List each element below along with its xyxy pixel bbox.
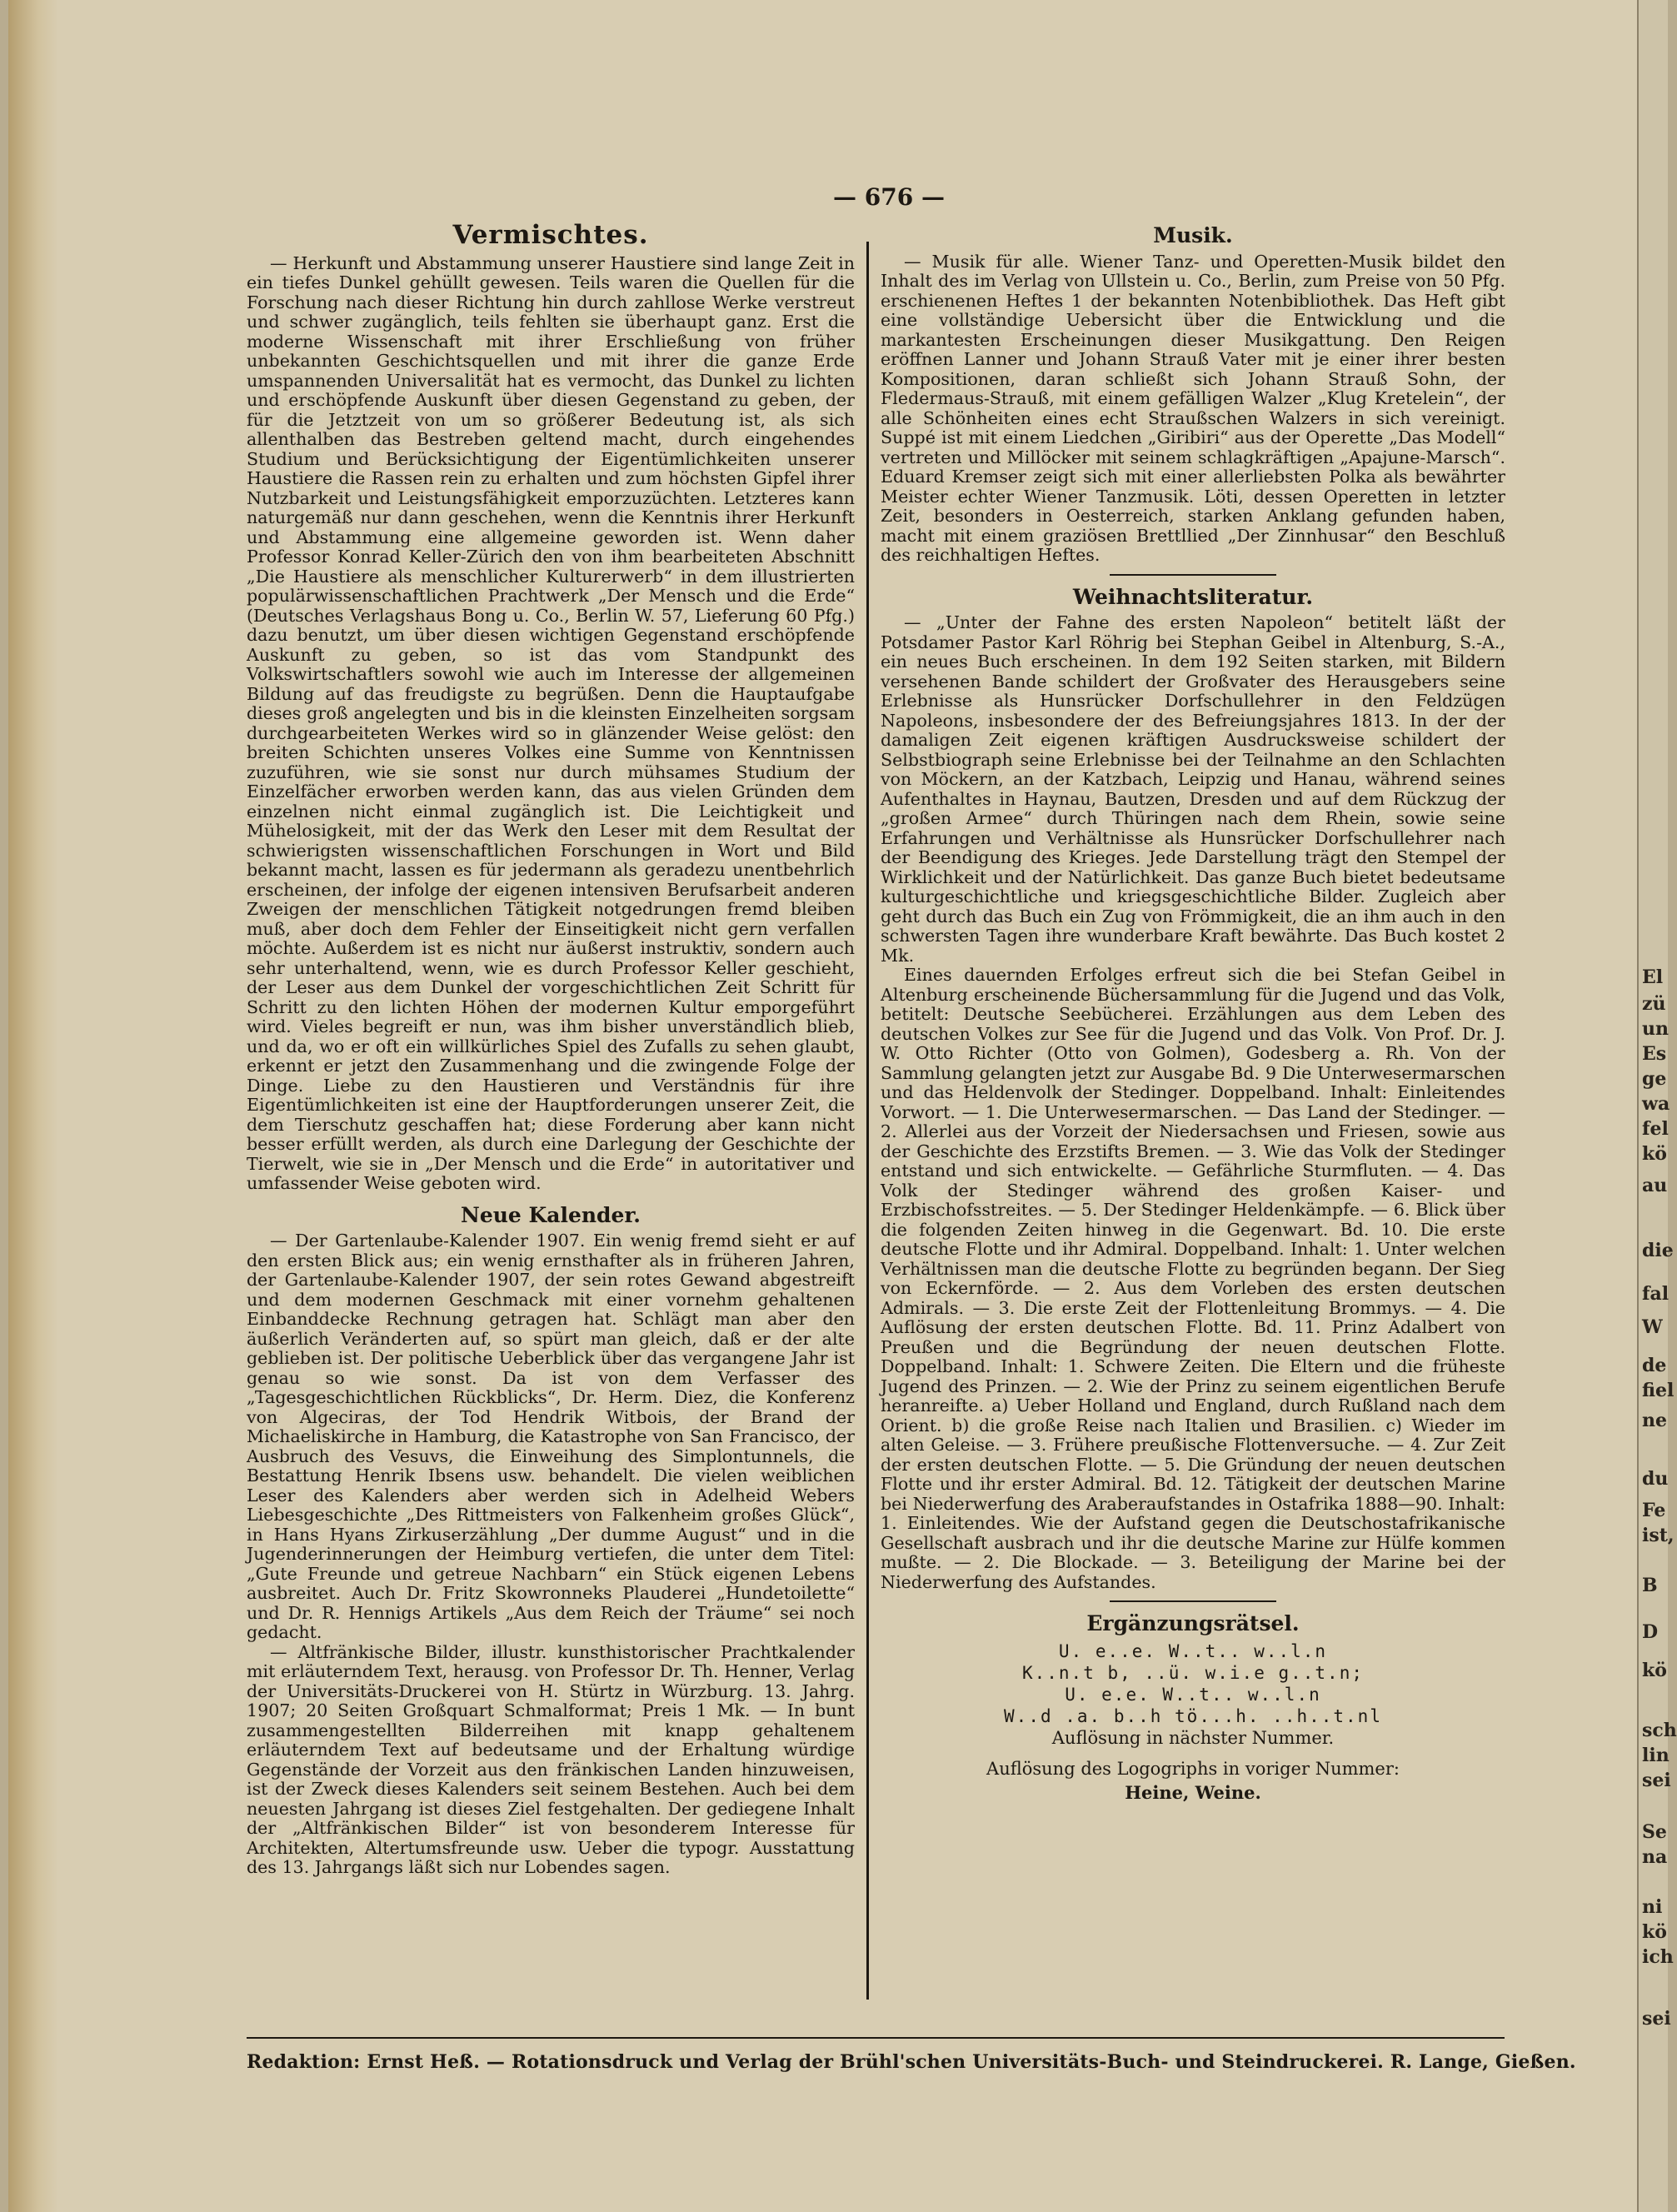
next-page-fragment: kö (1642, 1921, 1667, 1943)
next-page-fragment: ge (1642, 1068, 1667, 1090)
next-page-fragment: ich (1642, 1946, 1674, 1968)
next-page-fragment: ni (1642, 1896, 1663, 1918)
next-page-fragment: du (1642, 1468, 1669, 1490)
next-page-fragment: ist, (1642, 1525, 1675, 1546)
next-page-fragment: El (1642, 966, 1664, 988)
next-page-fragment: sch (1642, 1720, 1677, 1741)
next-page-fragment: D (1642, 1621, 1659, 1643)
next-page-fragment: kö (1642, 1143, 1667, 1165)
next-page-fragment: Es (1642, 1043, 1667, 1065)
article-gartenlaube-kalender: — Der Gartenlaube-Kalender 1907. Ein wenig fremd sieht er auf den ersten Blick aus; ein wenig ernsthafter als in früheren Jahren, der Gartenlaube-Kalender 1907, der sein rotes Gewand abgestreift und dem modernen Geschmack mit einer vornehm gehaltenen Einbanddecke Rechnung getragen hat. Schlägt man aber den äußerlich Veränderten auf, so spürt man gleich, daß er der alte geblieben ist. Der politische Ueberblick über das vergangene Jahr ist genau so wie sonst. Da ist von dem Verfasser des „Tagesgeschichtlichen Rückblicks“, Dr. Herm. Diez, die Konferenz von Algeciras, der Tod Hendrik Witbois, der Brand der Michaeliskirche in Hamburg, die Katastrophe von San Francisco, der Ausbruch des Vesuvs, die Einweihung des Simplontunnels, die Bestattung Henrik Ibsens usw. behandelt. Die vielen weiblichen Leser des Kalenders aber werden sich in Adelheid Webers Liebesgeschichte „Des Rittmeisters von Falkenheim großes Glück“, in Hans Hyans Zirkuserzählung „Der dumme August“ und in die Jugenderinnerungen der Heimburg vertiefen, die unter dem Titel: „Gute Freunde und getreue Nachbarn“ ein Stück eigenen Lebens ausbreitet. Auch Dr. Fritz Skowronneks Plauderei „Hundetoilette“ und Dr. R. Hennigs Artikels „Aus dem Reich der Träume“ sei noch gedacht. (247, 1231, 855, 1642)
separator-rule (1110, 574, 1276, 576)
next-page-fragment: na (1642, 1846, 1668, 1868)
solution-intro: Auflösung des Logogriphs in voriger Nummer: (986, 1759, 1400, 1779)
section-title-ergaenzungsraetsel: Ergänzungsrätsel. (1086, 1611, 1300, 1635)
page-number: — 676 — (833, 183, 945, 211)
article-musik-fuer-alle: — Musik für alle. Wiener Tanz- und Operetten-Musik bildet den Inhalt des im Verlag von Ullstein u. Co., Berlin, zum Preise von 50 Pfg. erschienenen Heftes 1 der bekannten Notenbibliothek. Das Heft gibt eine vollständige Uebersicht über die Entwicklung und die markantesten Erscheinungen dieser Musikgattung. Den Reigen eröffnen Lanner und Johann Strauß Vater mit je einer ihrer besten Kompositionen, daran schließt sich Johann Strauß Sohn, der Fledermaus-Strauß, mit einem gefälligen Walzer „Klug Kretelein“, der alle Schönheiten eines echt Straußschen Walzers in sich vereinigt. Suppé ist mit einem Liedchen „Giribiri“ aus der Operette „Das Modell“ vertreten und Millöcker mit seinem schlagkräftigen „Apajune-Marsch“. Eduard Kremser zeigt sich mit einer allerliebsten Polka als bewährter Meister echter Wiener Tanzmusik. Löti, dessen Operetten in letzter Zeit, besonders in Oesterreich, starken Anklang gefunden haben, macht mit einem graziösen Brettllied „Der Zinnhusar“ den Beschluß des reichhaltigen Heftes. (881, 251, 1505, 565)
next-page-fragment: un (1642, 1018, 1669, 1040)
article-unter-der-fahne: — „Unter der Fahne des ersten Napoleon“ betitelt läßt der Potsdamer Pastor Karl Röhrig bei Stephan Geibel in Altenburg, S.-A., ein neues Buch erscheinen. In dem 192 Seiten starken, mit Bildern versehenen Bande schildert der Großvater des Herausgebers seine Erlebnisse als Hunsrücker Dorfschullehrer in den Feldzügen Napoleons, insbesondere der des Befreiungsjahres 1813. In der der damaligen Zeit eigenen kräftigen Ausdrucksweise schildert der Selbstbiograph seine Erlebnisse bei der Teilnahme an den Schlachten von Möckern, an der Katzbach, Leipzig und Hanau, während seines Aufenthaltes in Haynau, Bautzen, Dresden und auf dem Rückzug der „großen Armee“ durch Thüringen nach dem Rhein, sowie seine Erfahrungen und Verhältnisse als Hunsrücker Dorfschullehrer nach der Beendigung des Krieges. Jede Darstellung trägt den Stempel der Wirklichkeit und der Natürlichkeit. Das ganze Buch bietet bedeutsame kulturgeschichtliche und kriegsgeschichtliche Bilder. Zugleich aber geht durch das Buch ein Zug von Frömmigkeit, die an ihm auch in den schwersten Tagen ihre wunderbare Kraft bewährte. Das Buch kostet 2 Mk. (881, 612, 1505, 966)
next-page-fragment: fal (1642, 1283, 1670, 1305)
next-page-fragment: Se (1642, 1821, 1667, 1843)
right-column (881, 221, 1505, 1802)
next-page-fragment: ne (1642, 1410, 1667, 1431)
next-page-fragment: lin (1642, 1745, 1670, 1766)
page-edge (8, 0, 58, 2212)
column-divider (866, 242, 869, 2000)
solution-answer: Heine, Weine. (1125, 1781, 1261, 1803)
section-title-neue-kalender: Neue Kalender. (460, 1202, 641, 1227)
puzzle-line: U. e..e. W..t.. w..l.n (1058, 1640, 1328, 1661)
separator-rule (1110, 1600, 1276, 1602)
left-column (247, 221, 855, 1878)
next-page-fragment: zü (1642, 993, 1666, 1015)
next-page-fragment: sei (1642, 1770, 1671, 1791)
next-page-edge (1637, 0, 1677, 2212)
next-page-fragment: sei (1642, 2008, 1671, 2030)
next-page-fragment: au (1642, 1175, 1668, 1196)
next-page-fragment: B (1642, 1575, 1658, 1596)
puzzle-line: W..d .a. b..h tö...h. ..h..t.nl (1004, 1705, 1382, 1726)
next-page-fragment: kö (1642, 1660, 1667, 1681)
next-page-fragment: wa (1642, 1093, 1670, 1115)
next-page-fragment: fel (1642, 1118, 1669, 1140)
next-page-fragment: die (1642, 1240, 1674, 1261)
puzzle-line: K..n.t b, ..ü. w.i.e g..t.n; (1021, 1662, 1364, 1683)
puzzle-note: Auflösung in nächster Nummer. (1051, 1727, 1335, 1748)
section-title-musik: Musik. (1153, 223, 1233, 247)
puzzle-line: U. e.e. W..t.. w..l.n (1065, 1684, 1321, 1705)
imprint-footer: Redaktion: Ernst Heß. — Rotationsdruck und Verlag der Brühl'schen Universitäts-Buch- und Steindruckerei. R. Lange, Gießen. (247, 2051, 1576, 2073)
article-deutsche-seebuecherei: Eines dauernden Erfolges erfreut sich die bei Stefan Geibel in Altenburg erscheinende Büchersammlung für die Jugend und das Volk, betitelt: Deutsche Seebücherei. Erzählungen aus dem Leben des deutschen Volkes zur See für die Jugend und das Volk. Von Prof. Dr. J. W. Otto Richter (Otto von Golmen), Godesberg a. Rh. Von der Sammlung gelangten jetzt zur Ausgabe Bd. 9 Die Unterwesermarschen und das Heldenvolk der Stedinger. Doppelband. Inhalt: Einleitendes Vorwort. — 1. Die Unterwesermarschen. — Das Land der Stedinger. — 2. Allerlei aus der Vorzeit der Niedersachsen und Friesen, sowie aus der Geschichte des Erzstifts Bremen. — 3. Wie das Volk der Stedinger entstand und sich entwickelte. — Gefährliche Sturmfluten. — 4. Das Volk der Stedinger während des großen Kaiser- und Erzbischofsstreites. — 5. Der Stedinger Heldenkämpfe. — 6. Blick über die folgenden Zeiten hinweg in die Gegenwart. Bd. 10. Die erste deutsche Flotte und ihr Admiral. Doppelband. Inhalt: 1. Unter welchen Verhältnissen man die deutsche Flotte zu begründen begann. Der Sieg von Eckernförde. — 2. Aus dem Vorleben des ersten deutschen Admirals. — 3. Die erste Zeit der Flottenleitung Brommys. — 4. Die Auflösung der ersten deutschen Flotte. Bd. 11. Prinz Adalbert von Preußen und die Begründung der neuen deutschen Flotte. Doppelband. Inhalt: 1. Schwere Zeiten. Die Eltern und die früheste Jugend des Prinzen. — 2. Wie der Prinz zu seinem eigentlichen Berufe heranreifte. a) Ueber Holland und England, durch Rußland nach dem Orient. b) die große Reise nach Italien und Brasilien. c) Wieder im alten Geleise. — 3. Frühere preußische Flottenversuche. — 4. Zur Zeit der ersten deutschen Flotte. — 5. Die Gründung der neuen deutschen Flotte und ihr erster Admiral. Bd. 12. Tätigkeit der deutschen Marine bei Niederwerfung des Araberaufstandes in Ostafrika 1888—90. Inhalt: 1. Einleitendes. Wie der Aufstand gegen die Deutschostafrikanische Gesellschaft ausbrach und ihr die deutsche Marine zur Hülfe kommen mußte. — 2. Die Blockade. — 3. Beteiligung der Marine bei der Niederwerfung des Aufstandes. (881, 965, 1505, 1592)
footer-rule (247, 2037, 1505, 2039)
section-title-weihnachtsliteratur: Weihnachtsliteratur. (1072, 584, 1314, 609)
article-altfraenkische-bilder: — Altfränkische Bilder, illustr. kunsthistorischer Prachtkalender mit erläuterndem Text, herausg. von Professor Dr. Th. Henner, Verlag der Universitäts-Druckerei von H. Stürtz in Würzburg. 13. Jahrg. 1907; 20 Seiten Großquart Schmalformat; Preis 1 Mk. — In bunt zusammengestellten Bilderreihen mit knapp gehaltenem erläuterndem Text auf bedeutsame und der Erhaltung würdige Gegenstände der Vorzeit aus den fränkischen Landen hinzuweisen, ist der Zweck dieses Kalenders seit seinem Bestehen. Auch bei dem neuesten Jahrgang ist dieses Ziel festgehalten. Der gediegene Inhalt der „Altfränkischen Bilder“ ist von besonderem Interesse für Architekten, Altertumsfreunde usw. Ueber die typogr. Ausstattung des 13. Jahrgangs läßt sich nur Lobendes sagen. (247, 1641, 855, 1877)
article-haustiere: — Herkunft und Abstammung unserer Haustiere sind lange Zeit in ein tiefes Dunkel gehüllt gewesen. Teils waren die Quellen für die Forschung nach dieser Richtung hin durch zahllose Werke verstreut und schwer zugänglich, teils fehlten sie überhaupt ganz. Erst die moderne Wissenschaft mit ihrer Erschließung von früher unbekannten Geschichtsquellen und mit ihrer die ganze Erde umspannenden Universalität hat es vermocht, das Dunkel zu lichten und erschöpfende Auskunft über diesen Gegenstand zu geben, der für die Jetztzeit von um so größerer Bedeutung ist, als sich allenthalben das Bestreben geltend macht, durch eingehendes Studium und Berücksichtigung der Eigentümlichkeiten unserer Haustiere die Rassen rein zu erhalten und zum höchsten Gipfel ihrer Nutzbarkeit und Leistungsfähigkeit emporzuzüchten. Letzteres kann naturgemäß nur dann geschehen, wenn die Kenntnis ihrer Herkunft und Abstammung eine allgemeine geworden ist. Wenn daher Professor Konrad Keller-Zürich den von ihm bearbeiteten Abschnitt „Die Haustiere als menschlicher Kulturerwerb“ in dem illustrierten populärwissenschaftlichen Prachtwerk „Der Mensch und die Erde“ (Deutsches Verlagshaus Bong u. Co., Berlin W. 57, Lieferung 60 Pfg.) dazu benutzt, um über diesen wichtigen Gegenstand erschöpfende Auskunft zu geben, so ist das vom Standpunkt des Volkswirtschaftlers sowohl wie auch im Interesse der allgemeinen Bildung auf das freudigste zu begrüßen. Denn die Hauptaufgabe dieses groß angelegten und bis in die kleinsten Einzelheiten sorgsam durchgearbeiteten Werkes wird so in glänzender Weise gelöst: den breiten Schichten unseres Volkes eine Summe von Kenntnissen zuzuführen, wie sie sonst nur durch mühsames Studium der Einzelfächer erworben werden kann, das aus vielen Gründen dem einzelnen nicht einmal zugänglich ist. Die Leichtigkeit und Mühelosigkeit, mit der das Werk den Leser mit dem Resultat der schwierigsten wissenschaftlichen Forschungen in Wort und Bild bekannt macht, lassen es für jedermann als geradezu unentbehrlich erscheinen, der infolge der eigenen intensiven Berufsarbeit anderen Zweigen der menschlichen Tätigkeit notgedrungen fremd bleiben muß, aber doch dem Fehler der Einseitigkeit nicht gern verfallen möchte. Außerdem ist es nicht nur äußerst instruktiv, sondern auch sehr unterhaltend, wenn, wie es durch Professor Keller geschieht, der Leser aus dem Dunkel der vorgeschichtlichen Zeit Schritt für Schritt zu den lichten Höhen der modernen Kultur emporgeführt wird. Vieles begreift er nun, was ihm bisher unverständlich blieb, und da, wo er oft ein willkürliches Spiel des Zufalls zu sehen glaubt, erkennt er jetzt den Zusammenhang und die zwingende Folge der Dinge. Liebe zu den Haustieren und Verständnis für ihre Eigentümlichkeiten ist eine der Hauptforderungen unserer Zeit, die dem Tierschutz geschaffen hat; diese Forderung aber kann nicht besser erfüllt werden, als durch eine Darlegung der Geschichte der Tierwelt, wie sie in „Der Mensch und die Erde“ in autoritativer und umfassender Weise geboten wird. (247, 252, 855, 1193)
next-page-fragment: Fe (1642, 1500, 1666, 1521)
section-title-vermischtes: Vermischtes. (452, 220, 649, 250)
next-page-fragment: fiel (1642, 1380, 1675, 1401)
next-page-fragment: W (1642, 1316, 1663, 1338)
next-page-fragment: de (1642, 1355, 1667, 1376)
